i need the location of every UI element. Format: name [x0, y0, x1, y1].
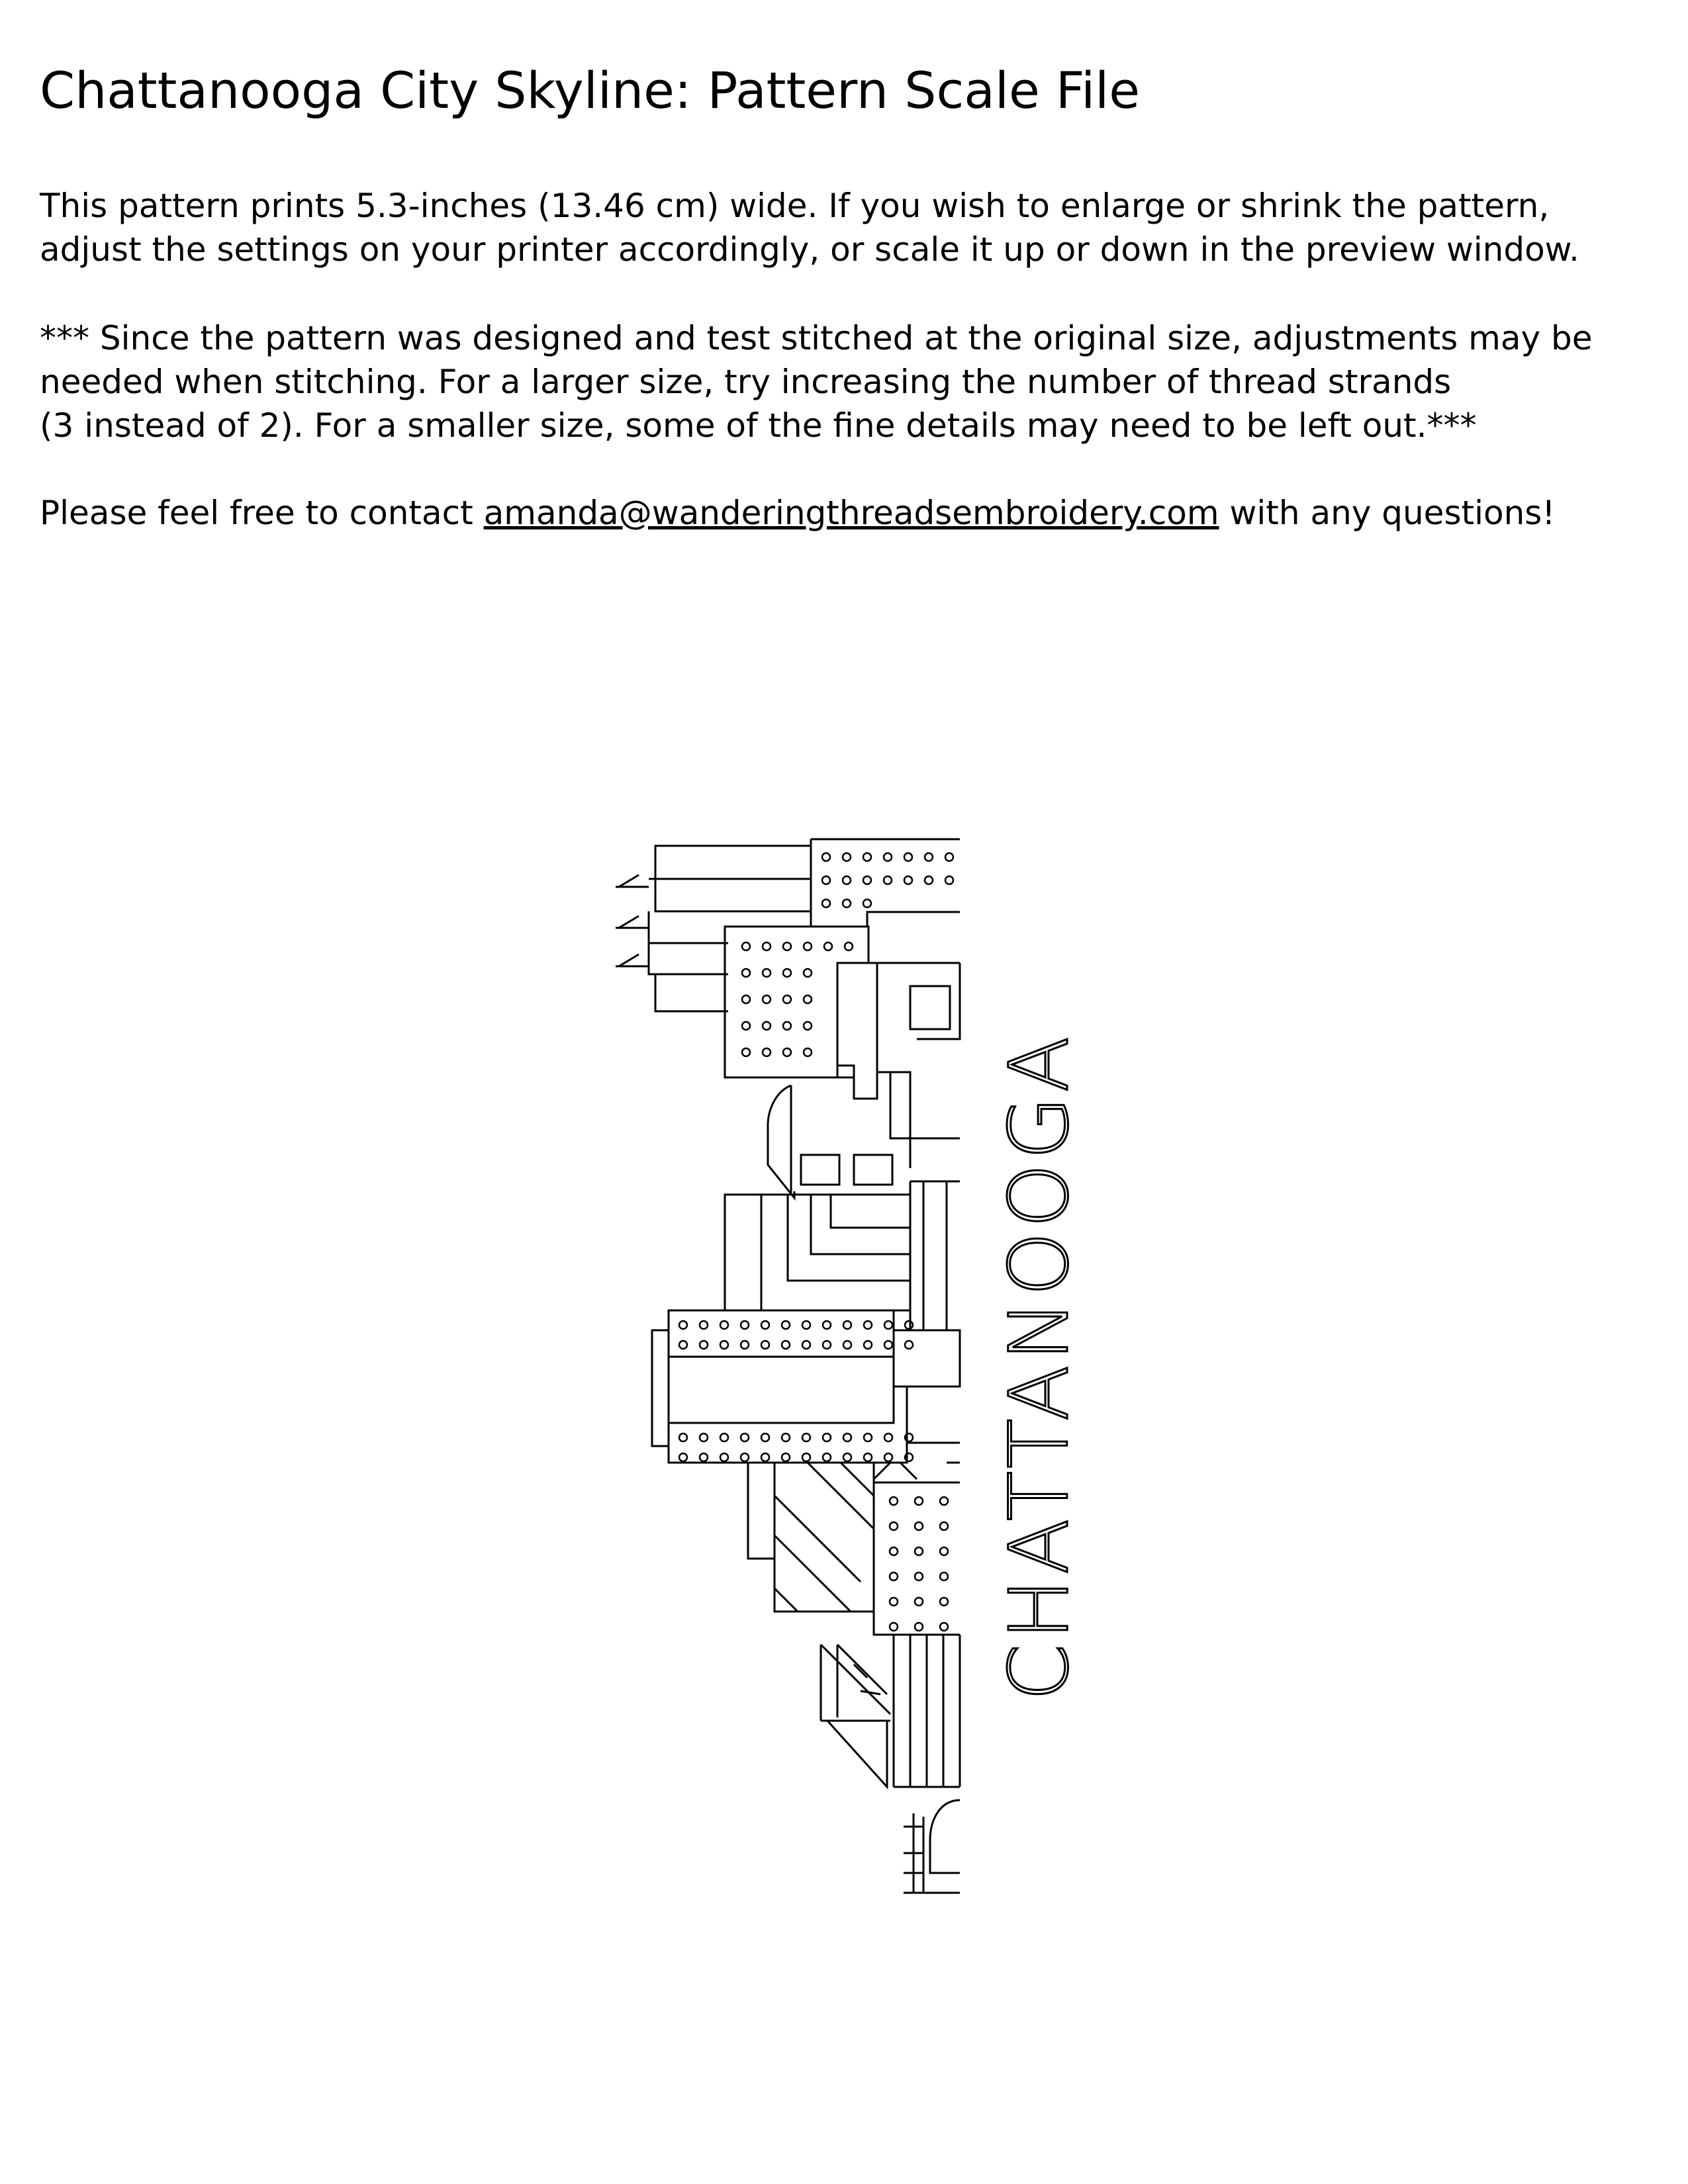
window-dot [822, 876, 830, 884]
window-dot [915, 1598, 923, 1606]
window-dot [904, 876, 912, 884]
window-dot [761, 1341, 769, 1349]
window-dot [940, 1572, 948, 1580]
scale-line-2: adjust the settings on your printer accordingly, or scale it up or down in the preview window. [40, 230, 1579, 269]
ribbed-tower [910, 1181, 960, 1330]
window-dot [742, 1022, 750, 1030]
window-dot [763, 995, 771, 1003]
window-dot [925, 876, 933, 884]
window-dot [741, 1321, 749, 1329]
window-dot [720, 1433, 728, 1441]
window-dot [864, 1453, 872, 1461]
window-dot [824, 942, 832, 950]
window-dot [679, 1321, 687, 1329]
window-dot [890, 1547, 898, 1555]
side-box [894, 1330, 960, 1387]
window-dot [782, 1341, 790, 1349]
twin-windows [801, 1155, 892, 1185]
window-dot [843, 899, 851, 907]
window-dot [763, 942, 771, 950]
nested-rect-building [725, 1195, 910, 1310]
window-dot [925, 853, 933, 861]
window-dot [940, 1497, 948, 1505]
window-dot [863, 876, 871, 884]
window-dot [884, 1453, 892, 1461]
window-dot [843, 1453, 851, 1461]
window-dot [905, 1341, 913, 1349]
window-dot [823, 1341, 831, 1349]
window-dot [890, 1572, 898, 1580]
window-dot [763, 1022, 771, 1030]
note-line-2: needed when stitching. For a larger size, try increasing the number of thread strands [40, 363, 1452, 401]
window-dot [843, 853, 851, 861]
window-dot [884, 1341, 892, 1349]
window-dot [679, 1341, 687, 1349]
window-dot [843, 1321, 851, 1329]
window-dot [945, 853, 953, 861]
window-dot [905, 1321, 913, 1329]
window-dot [804, 969, 812, 977]
window-dot [761, 1433, 769, 1441]
window-dot [763, 1048, 771, 1056]
window-dot [804, 1022, 812, 1030]
window-dot [802, 1341, 810, 1349]
window-dot [822, 899, 830, 907]
window-dot [915, 1547, 923, 1555]
window-dot [802, 1321, 810, 1329]
window-dot [890, 1623, 898, 1631]
window-dot [741, 1341, 749, 1349]
window-dot [761, 1321, 769, 1329]
window-dot [884, 853, 892, 861]
window-dots [679, 853, 953, 1631]
window-dot [720, 1321, 728, 1329]
window-dot [863, 899, 871, 907]
window-dot [763, 969, 771, 977]
window-dot [720, 1453, 728, 1461]
flag-marks [616, 875, 649, 966]
striped-base [894, 1635, 960, 1787]
page-title: Chattanooga City Skyline: Pattern Scale File [40, 61, 1141, 120]
window-dot [845, 942, 853, 950]
window-dot [782, 1321, 790, 1329]
window-dot [940, 1623, 948, 1631]
window-dot [940, 1547, 948, 1555]
scale-line-1: This pattern prints 5.3-inches (13.46 cm) wide. If you wish to enlarge or shrink the pattern, [40, 187, 1550, 225]
diagonal-building [748, 1463, 874, 1612]
window-dot [884, 1321, 892, 1329]
window-dot [864, 1433, 872, 1441]
window-dot [783, 942, 791, 950]
window-dot [782, 1433, 790, 1441]
window-dot [679, 1453, 687, 1461]
window-dot [700, 1453, 708, 1461]
window-dot [890, 1598, 898, 1606]
window-dot [915, 1497, 923, 1505]
window-dot [823, 1433, 831, 1441]
window-dot [884, 1433, 892, 1441]
window-dot [890, 1497, 898, 1505]
window-dot [890, 1522, 898, 1530]
vertical-city-name: CHATTANOOGA [992, 1039, 1086, 1701]
window-dot [783, 1048, 791, 1056]
window-dot [783, 1022, 791, 1030]
window-dot [741, 1433, 749, 1441]
window-dot [804, 995, 812, 1003]
window-dot [782, 1453, 790, 1461]
window-dot [742, 942, 750, 950]
window-dot [742, 969, 750, 977]
window-dot [843, 876, 851, 884]
window-dot [940, 1598, 948, 1606]
window-dot [864, 1321, 872, 1329]
window-dot [741, 1453, 749, 1461]
window-dot [679, 1433, 687, 1441]
window-dot [700, 1433, 708, 1441]
window-dot [915, 1623, 923, 1631]
window-dot [940, 1522, 948, 1530]
window-dot [945, 876, 953, 884]
window-dot [822, 853, 830, 861]
window-dot [700, 1321, 708, 1329]
contact-suffix: with any questions! [1219, 494, 1556, 532]
window-dot [823, 1321, 831, 1329]
window-dot [783, 969, 791, 977]
window-dot [863, 853, 871, 861]
window-dot [915, 1522, 923, 1530]
note-line-3: (3 instead of 2). For a smaller size, some of the fine details may need to be left out.*** [40, 406, 1477, 445]
window-square [910, 986, 950, 1029]
window-dot [804, 942, 812, 950]
side-rail [652, 1330, 669, 1446]
window-dot [720, 1341, 728, 1349]
window-dot [823, 1453, 831, 1461]
note-line-1: *** Since the pattern was designed and test stitched at the original size, adjustments may be [40, 319, 1593, 357]
window-dot [783, 995, 791, 1003]
window-dot [804, 1048, 812, 1056]
window-dot [864, 1341, 872, 1349]
window-dot [742, 995, 750, 1003]
window-dot [915, 1572, 923, 1580]
window-dot [761, 1453, 769, 1461]
contact-email-link[interactable]: amanda@wanderingthreadsembroidery.com [483, 494, 1219, 532]
stepped-slab [837, 963, 877, 1099]
window-dot [843, 1341, 851, 1349]
window-dot [802, 1453, 810, 1461]
window-dot [904, 853, 912, 861]
window-dot [843, 1433, 851, 1441]
window-dot [884, 876, 892, 884]
window-dot [742, 1048, 750, 1056]
contact-prefix: Please feel free to contact [40, 494, 484, 532]
window-dot [802, 1433, 810, 1441]
window-dot [700, 1341, 708, 1349]
